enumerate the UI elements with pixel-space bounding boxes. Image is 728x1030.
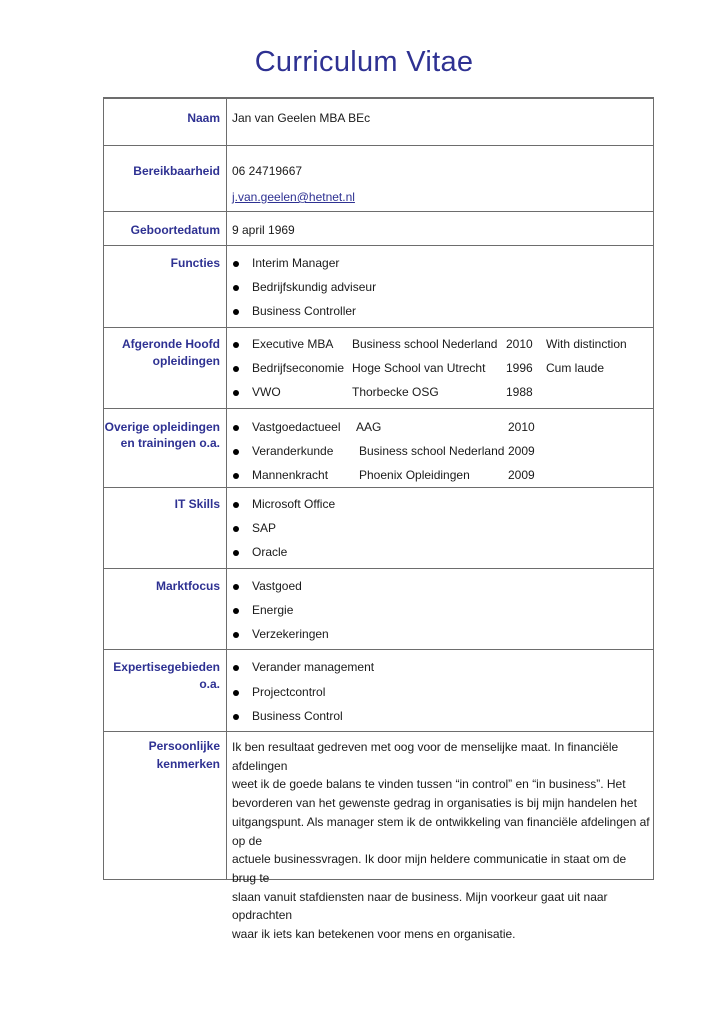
bullet-icon xyxy=(233,608,239,614)
value-geboortedatum: 9 april 1969 xyxy=(232,223,295,237)
value-email-wrap xyxy=(232,189,355,206)
label-bereikbaarheid: Bereikbaarheid xyxy=(133,164,220,178)
opleiding-note: Cum laude xyxy=(546,361,605,375)
kenmerken-line: Ik ben resultaat gedreven met oog voor de menselijke maat. In financiële afdelingen xyxy=(232,740,619,773)
label-kenmerken-1: Persoonlijke xyxy=(148,739,220,753)
row-bereikbaarheid xyxy=(104,145,653,212)
bullet-icon xyxy=(233,714,239,720)
opleiding-school: Thorbecke OSG xyxy=(352,385,439,399)
functie-item: Business Controller xyxy=(252,304,357,318)
kenmerken-line: slaan vanuit stafdiensten naar de business. Mijn voorkeur gaat uit naar opdrachten xyxy=(232,889,608,923)
bullet-icon xyxy=(233,285,239,291)
label-kenmerken-2: kenmerken xyxy=(156,757,220,771)
label-it-skills: IT Skills xyxy=(174,497,220,511)
opleiding-note: With distinction xyxy=(546,337,627,351)
overige-name: Vastgoedactueel xyxy=(252,420,341,434)
opleiding-name: VWO xyxy=(252,385,281,399)
bullet-icon xyxy=(233,366,239,372)
expertise-item: Projectcontrol xyxy=(252,685,326,699)
label-geboortedatum: Geboortedatum xyxy=(130,223,220,237)
opleiding-year: 1988 xyxy=(506,385,533,399)
opleiding-school: Hoge School van Utrecht xyxy=(352,361,486,375)
bullet-icon xyxy=(233,550,239,556)
label-naam: Naam xyxy=(187,111,220,125)
row-overige xyxy=(104,408,653,488)
opleiding-name: Bedrijfseconomie xyxy=(252,361,345,375)
opleiding-school: Business school Nederland xyxy=(352,337,498,351)
overige-org: Business school Nederland xyxy=(359,444,505,458)
bullet-icon xyxy=(233,690,239,696)
page-title: Curriculum Vitae xyxy=(254,46,474,78)
overige-org: Phoenix Opleidingen xyxy=(359,468,470,482)
expertise-item: Business Control xyxy=(252,709,343,723)
label-expertise-2: o.a. xyxy=(199,677,220,691)
bullet-icon xyxy=(233,526,239,532)
bullet-icon xyxy=(233,449,239,455)
opleiding-year: 1996 xyxy=(506,361,533,375)
opleiding-name: Executive MBA xyxy=(252,337,334,351)
bullet-icon xyxy=(233,473,239,479)
row-kenmerken xyxy=(104,731,653,942)
label-marktfocus: Marktfocus xyxy=(155,579,220,593)
overige-year: 2009 xyxy=(508,444,535,458)
label-opleidingen-1: Afgeronde Hoofd xyxy=(122,337,220,351)
value-naam: Jan van Geelen MBA BEc xyxy=(232,111,371,125)
kenmerken-line: weet ik de goede balans te vinden tussen “in control” en “in business”. Het xyxy=(232,777,626,792)
kenmerken-line: bevorderen van het gewenste gedrag in organisaties is bij mijn handelen het xyxy=(232,796,637,811)
row-geboortedatum xyxy=(104,211,653,246)
functie-item: Bedrijfskundig adviseur xyxy=(252,280,377,294)
bullet-icon xyxy=(233,342,239,348)
marktfocus-item: Energie xyxy=(252,603,294,617)
row-naam xyxy=(104,98,653,146)
overige-year: 2010 xyxy=(508,420,535,434)
bullet-icon xyxy=(233,502,239,508)
label-overige-1: Overige opleidingen xyxy=(104,420,220,434)
label-functies: Functies xyxy=(170,256,220,270)
label-overige-2: en trainingen o.a. xyxy=(120,436,220,450)
row-it-skills xyxy=(104,487,653,569)
bullet-icon xyxy=(233,261,239,267)
marktfocus-item: Verzekeringen xyxy=(252,627,329,641)
bullet-icon xyxy=(233,390,239,396)
label-opleidingen-2: opleidingen xyxy=(152,354,220,368)
it-skill-item: Microsoft Office xyxy=(252,497,336,511)
email-link[interactable]: j.van.geelen@hetnet.nl xyxy=(232,190,355,204)
kenmerken-line: waar ik iets kan betekenen voor mens en organisatie. xyxy=(232,927,516,942)
cv-table xyxy=(103,97,654,942)
row-functies xyxy=(104,245,653,328)
row-opleidingen xyxy=(104,327,653,409)
overige-org: AAG xyxy=(356,420,382,434)
value-phone: 06 24719667 xyxy=(232,164,303,178)
bullet-icon xyxy=(233,665,239,671)
overige-year: 2009 xyxy=(508,468,535,482)
bullet-icon xyxy=(233,309,239,315)
it-skill-item: SAP xyxy=(252,521,277,535)
kenmerken-line: uitgangspunt. Als manager stem ik de ontwikkeling van financiële afdelingen af op de xyxy=(232,814,650,848)
label-expertise-1: Expertisegebieden xyxy=(113,660,220,674)
expertise-item: Verander management xyxy=(252,660,375,674)
kenmerken-text xyxy=(232,738,652,944)
functie-item: Interim Manager xyxy=(252,256,340,270)
row-marktfocus xyxy=(104,568,653,650)
marktfocus-item: Vastgoed xyxy=(252,579,302,593)
bullet-icon xyxy=(233,584,239,590)
kenmerken-line: actuele businessvragen. Ik door mijn heldere communicatie in staat om de brug te xyxy=(232,852,627,885)
row-expertise xyxy=(104,649,653,732)
bullet-icon xyxy=(233,632,239,638)
bullet-icon xyxy=(233,425,239,431)
overige-name: Mannenkracht xyxy=(252,468,329,482)
overige-name: Veranderkunde xyxy=(252,444,334,458)
it-skill-item: Oracle xyxy=(252,545,288,559)
opleiding-year: 2010 xyxy=(506,337,533,351)
